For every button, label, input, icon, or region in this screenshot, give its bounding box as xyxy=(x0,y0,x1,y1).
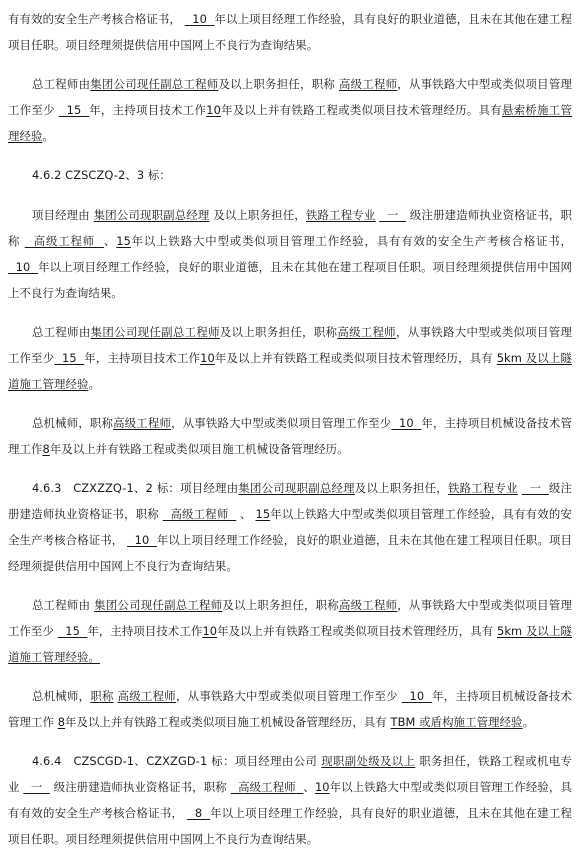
text-run: 、 xyxy=(303,780,315,794)
text-run: 年，主持项目机械设备技术管理工作 xyxy=(8,416,573,456)
underlined-field: 10 xyxy=(391,416,422,430)
underlined-field: 集团公司现任副总工程师 xyxy=(90,325,220,339)
underlined-field: 5km 及以上隧道施工管理经验。 xyxy=(8,624,572,664)
underlined-field: 高级工程师 xyxy=(337,325,397,339)
underlined-field: 高级工程师 xyxy=(24,234,104,248)
underlined-field: 5km 及以上隧道施工管理经验 xyxy=(8,351,572,391)
text-run: 年以上项目经理工作经验，良好的职业道德，且未在其他在建工程项目任职。项目经理须提供信用中国网上不良行为查询结果。 xyxy=(8,260,573,300)
text-run: ，从事铁路大中型或类似项目管理工作至少 xyxy=(175,689,402,703)
underlined-field: 铁路工程专业 xyxy=(447,481,518,495)
underlined-field: 高级工程师 xyxy=(162,507,237,521)
paragraph-p7 xyxy=(8,592,572,670)
text-run: 。 xyxy=(88,377,100,391)
text-run: 年，主持项目技术工作 xyxy=(84,351,201,365)
text-run: 年以上铁路大中型或类似项目管理工作经验，具有有效的安全生产考核合格证书， xyxy=(8,780,572,820)
underlined-field: 高级工程师 xyxy=(338,598,398,612)
underlined-field: 集团公司现任副总工程师 xyxy=(94,598,223,612)
text-run: 年及以上并有铁路工程或类似项目技术管理经历，具有 xyxy=(217,624,498,638)
underlined-field: 一 xyxy=(521,481,549,495)
text-run: 4.6.4 CZSCGD-1、CZXZGD-1 标：项目经理由公司 xyxy=(31,754,322,768)
text-run: 及以上职务担任， xyxy=(354,481,448,495)
text-run: 年，主持项目机械设备技术管理工作 xyxy=(8,689,572,729)
text-run: 。 xyxy=(522,715,535,729)
text-run: ，从事铁路大中型或类似项目管理工作至少 xyxy=(8,77,572,117)
underlined-field: 10 xyxy=(314,780,330,794)
text-run: 年及以上并有铁路工程或类似项目技术管理经历，具有 xyxy=(214,351,497,365)
underlined-field: 10 xyxy=(127,533,157,547)
text-run: 年以上铁路大中型或类似项目管理工作经验，具有有效的安全生产考核合格证书， xyxy=(8,507,572,547)
underlined-field: 集团公司现任副总工程师 xyxy=(90,77,219,91)
text-run: 4.6.3 CZXZZQ-1、2 标：项目经理由 xyxy=(31,481,239,495)
text-run: ，从事铁路大中型或类似项目管理工作至少 xyxy=(8,325,572,365)
text-run: 年以上项目经理工作经验，良好的职业道德，且未在其他在建工程项目任职。项目经理须提供信用中国网上不良行为查询结果。 xyxy=(8,533,572,573)
underlined-field: 15 xyxy=(116,234,131,248)
paragraph-p4 xyxy=(8,319,572,397)
text-run: 及以上职务担任，职称 xyxy=(222,598,339,612)
underlined-field: 现职副处级及以上 xyxy=(321,754,416,768)
text-run: 4.6.2 CZSCZQ-2、3 标： xyxy=(31,168,171,182)
underlined-field: TBM 或盾构施工管理经验 xyxy=(390,715,523,729)
underlined-field: 高级工程师 xyxy=(113,416,172,430)
text-run: 年以上铁路大中型或类似项目管理工作经验，具有有效的安全生产考核合格证书， xyxy=(130,234,573,248)
underlined-field: 10 xyxy=(401,689,433,703)
underlined-field: 8 xyxy=(187,806,211,820)
paragraph-p3 xyxy=(8,202,572,306)
text-run: 年，主持项目技术工作 xyxy=(87,624,203,638)
text-run: 年以上项目经理工作经验，具有良好的职业道德，且未在其他在建工程项目任职。项目经理须提供信用中国网上不良行为查询结果。 xyxy=(8,806,572,846)
text-run: 职务担任，铁路工程或机电专业 xyxy=(8,754,572,794)
underlined-field: 一 xyxy=(379,208,407,222)
paragraph-p0 xyxy=(8,6,572,58)
text-run: 总机械师， xyxy=(31,689,91,703)
underlined-field: 悬索桥施工管理经验 xyxy=(8,103,573,143)
text-run: 、 xyxy=(103,234,117,248)
text-run: 年及以上并有铁路工程或类似项目技术管理经历。具有 xyxy=(220,103,502,117)
text-run: 年以上项目经理工作经验，具有良好的职业道德，且未在其他在建工程项目任职。项目经理须提供信用中国网上不良行为查询结果。 xyxy=(8,12,572,52)
underlined-field: 高级工程师 xyxy=(338,77,398,91)
underlined-field: 高级工程师 xyxy=(117,689,176,703)
underlined-field: 15 xyxy=(57,624,88,638)
underlined-field: 一 xyxy=(23,780,50,794)
underlined-field: 职称 xyxy=(90,689,114,703)
text-run: 级注册建造师执业资格证书，职称 xyxy=(8,208,572,248)
underlined-field: 10 xyxy=(200,351,215,365)
text-run: 级注册建造师执业资格证书，职称 xyxy=(49,780,231,794)
underlined-field: 铁路工程专业 xyxy=(305,208,376,222)
underlined-field: 8 xyxy=(42,442,50,456)
underlined-field: 15 xyxy=(58,103,90,117)
paragraph-p2 xyxy=(8,162,572,188)
text-run: 、 xyxy=(236,507,256,521)
paragraph-p8 xyxy=(8,683,572,735)
text-run: 及以上职务担任，职称 xyxy=(218,77,339,91)
paragraph-p6 xyxy=(8,475,572,579)
text-run: 总机械师，职称 xyxy=(31,416,114,430)
text-run: 。 xyxy=(42,129,54,143)
text-run: 及以上职务担任， xyxy=(209,208,306,222)
text-run: 总工程师由 xyxy=(31,77,91,91)
text-run: 有有效的安全生产考核合格证书， xyxy=(8,12,185,26)
underlined-field: 15 xyxy=(255,507,271,521)
underlined-field: 10 xyxy=(202,624,218,638)
text-run: 年及以上并有铁路工程或类似项目施工机械设备管理经历。 xyxy=(49,442,349,456)
paragraph-p5 xyxy=(8,410,572,462)
underlined-field: 10 xyxy=(184,12,215,26)
text-run: 级注册建造师执业资格证书，职称 xyxy=(8,481,572,521)
paragraph-p9 xyxy=(8,748,572,852)
underlined-field: 10 xyxy=(8,260,39,274)
underlined-field: 高级工程师 xyxy=(230,780,304,794)
underlined-field: 集团公司现职副总经理 xyxy=(93,208,210,222)
text-run: 年，主持项目技术工作 xyxy=(89,103,207,117)
underlined-field: 10 xyxy=(206,103,221,117)
text-run: 及以上职务担任，职称 xyxy=(219,325,338,339)
text-run: 总工程师由 xyxy=(31,325,91,339)
text-run: ，从事铁路大中型或类似项目管理工作至少 xyxy=(171,416,392,430)
text-run: ，从事铁路大中型或类似项目管理工作至少 xyxy=(8,598,572,638)
underlined-field: 集团公司现职副总经理 xyxy=(238,481,355,495)
text-run: 年及以上并有铁路工程或类似项目施工机械设备管理经历，具有 xyxy=(65,715,391,729)
text-run: 项目经理由 xyxy=(31,208,94,222)
underlined-field: 8 xyxy=(57,715,66,729)
text-run: 总工程师由 xyxy=(31,598,95,612)
underlined-field: 15 xyxy=(54,351,85,365)
paragraph-p1 xyxy=(8,71,572,149)
